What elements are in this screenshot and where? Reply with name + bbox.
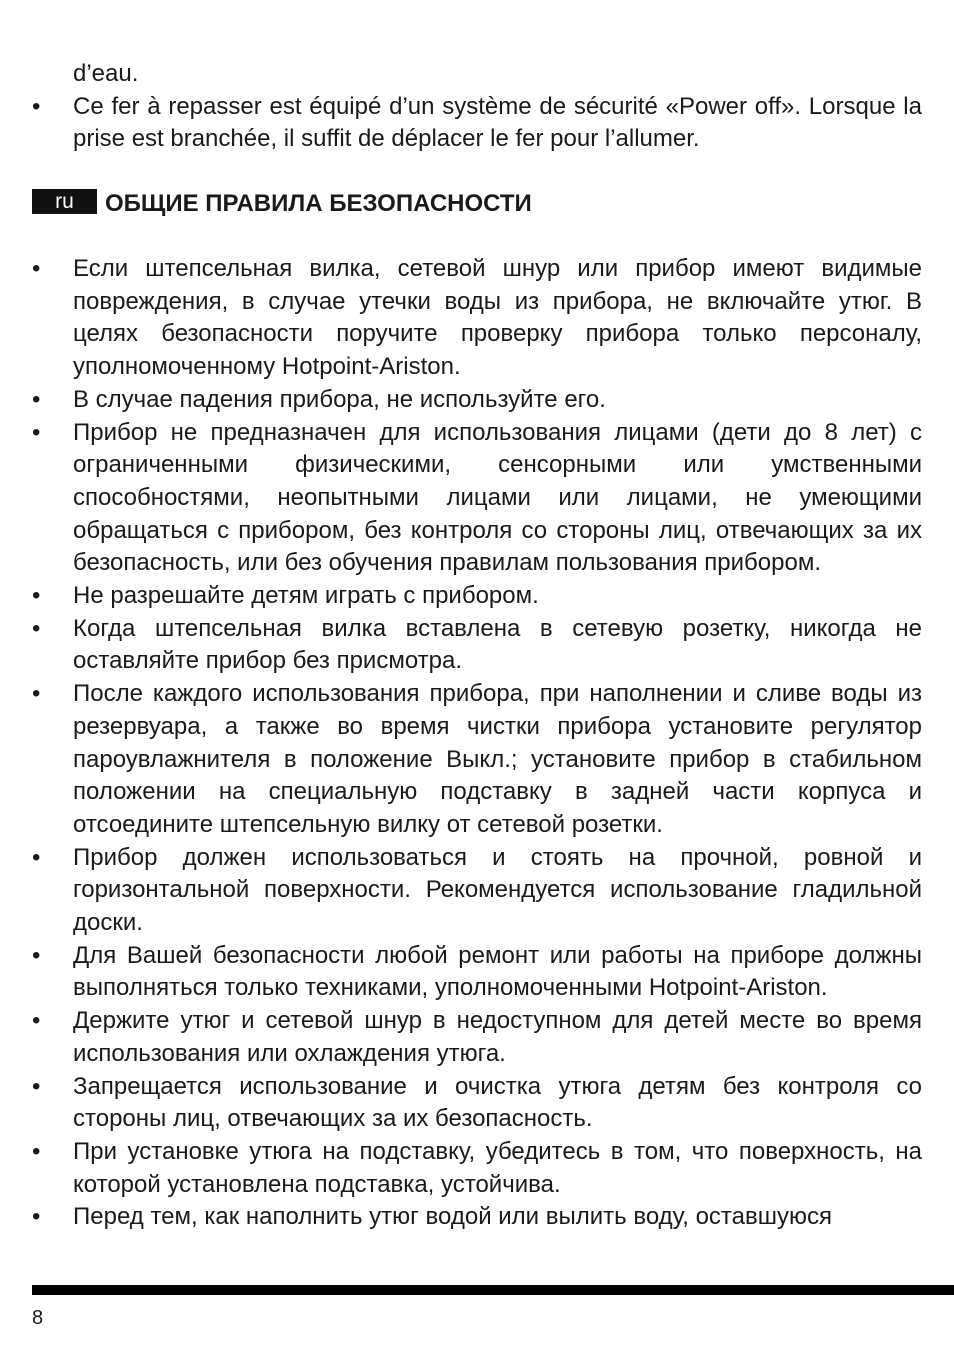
- bullet-icon: •: [32, 255, 41, 282]
- list-item: [32, 91, 922, 156]
- list-item-text: При установке утюга на подставку, убедитесь в том, что поверхность, на которой установлена подставка, устойчива.: [73, 1137, 922, 1198]
- list-item: [32, 417, 922, 581]
- bullet-icon: •: [32, 92, 41, 120]
- bullet-icon: •: [32, 843, 41, 871]
- bullet-icon: •: [32, 385, 41, 413]
- bullet-icon: •: [32, 1072, 41, 1100]
- previous-section-tail: [32, 58, 922, 156]
- list-item: [32, 842, 922, 940]
- bullet-icon: •: [32, 1137, 41, 1165]
- list-item-text: В случае падения прибора, не используйте его.: [73, 385, 606, 413]
- list-item: [32, 1005, 922, 1070]
- list-item-text: Перед тем, как наполнить утюг водой или вылить воду, оставшуюся: [73, 1203, 832, 1231]
- footer-divider: [32, 1285, 954, 1295]
- bullet-icon: •: [32, 614, 41, 642]
- list-item-text: Прибор не предназначен для использования лицами (дети до 8 лет) с ограниченными физическими, сенсорными или умственными способностями, неопытными лицами или лицами, не умеющими обращаться с прибором, без контроля со стороны лиц, отвечающих за их безопасность, или без обучения правилам пользования прибором.: [73, 418, 922, 577]
- list-item: [32, 613, 922, 678]
- list-item-text: Не разрешайте детям играть с прибором.: [73, 582, 539, 610]
- list-item: [32, 678, 922, 842]
- bullet-icon: •: [32, 418, 41, 446]
- list-item: [32, 1071, 922, 1136]
- list-item-text: Когда штепсельная вилка вставлена в сетевую розетку, никогда не оставляйте прибор без присмотра.: [73, 614, 922, 675]
- list-item-text: Ce fer à repasser est équipé d’un système de sécurité «Power off». Lorsque la prise est branchée, il suffit de déplacer le fer pour l’allumer.: [73, 92, 922, 153]
- list-item-text: Для Вашей безопасности любой ремонт или работы на приборе должны выполняться только техниками, уполномоченными Hotpoint-Ariston.: [73, 941, 922, 1002]
- list-item-text: Держите утюг и сетевой шнур в недоступном для детей месте во время использования или охлаждения утюга.: [73, 1007, 922, 1067]
- list-item: [32, 940, 922, 1005]
- page-number: 8: [32, 1307, 44, 1329]
- list-item: [32, 253, 922, 384]
- list-item: [32, 580, 922, 613]
- list-item-text: После каждого использования прибора, при наполнении и сливе воды из резервуара, а также во время чистки прибора установите регулятор пароувлажнителя в положение Выкл.; установите прибор в стабильном положении на специальную подставку в задней части корпуса и отсоедините штепсельную вилку от сетевой розетки.: [73, 680, 922, 838]
- list-item-text: Прибор должен использоваться и стоять на прочной, ровной и горизонтальной поверхности. Рекомендуется использование гладильной доски.: [73, 843, 922, 937]
- section-header: [32, 187, 532, 221]
- list-item-text: Если штепсельная вилка, сетевой шнур или прибор имеют видимые повреждения, в случае утечки воды из прибора, не включайте утюг. В целях безопасности поручите проверку прибора только персоналу, уполномоченному Hotpoint-Ariston.: [73, 255, 922, 381]
- bullet-icon: •: [32, 1007, 41, 1035]
- bullet-icon: •: [32, 582, 41, 610]
- list-item: [32, 384, 922, 417]
- bullet-icon: •: [32, 941, 41, 969]
- continued-text: d’eau.: [73, 60, 139, 87]
- list-item: [32, 1201, 922, 1234]
- bullet-icon: •: [32, 680, 41, 708]
- list-item-text: Запрещается использование и очистка утюга детям без контроля со стороны лиц, отвечающих за их безопасность.: [73, 1072, 922, 1133]
- language-badge: ru: [32, 189, 97, 214]
- list-item: [32, 1136, 922, 1201]
- safety-rules-list: [32, 253, 922, 1234]
- bullet-icon: •: [32, 1203, 41, 1231]
- section-title: ОБЩИЕ ПРАВИЛА БЕЗОПАСНОСТИ: [105, 190, 532, 217]
